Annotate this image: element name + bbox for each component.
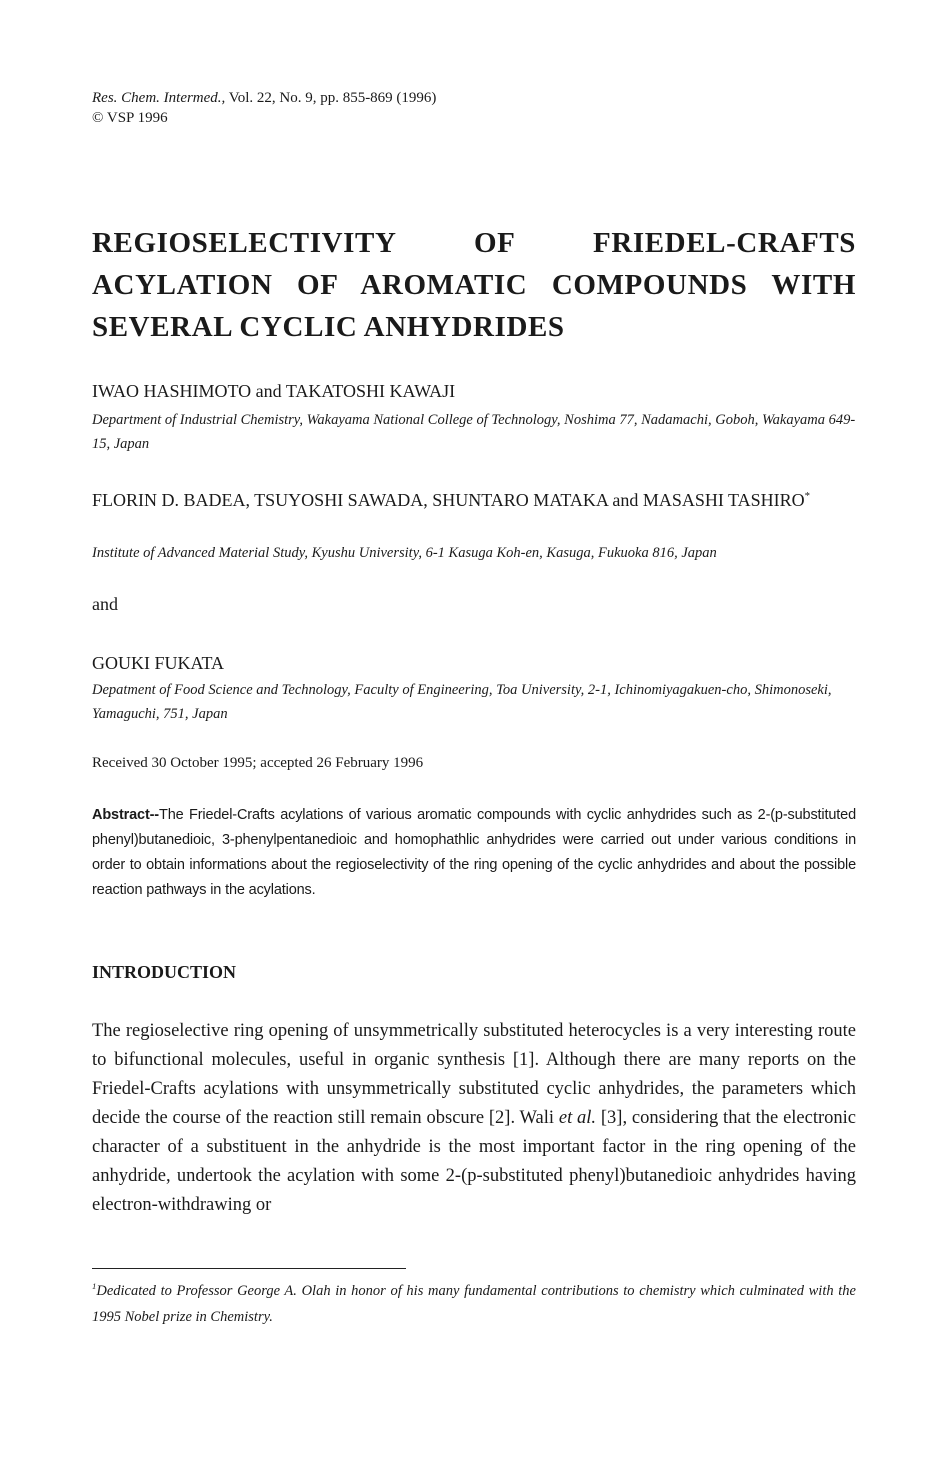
received-dates: Received 30 October 1995; accepted 26 February 1996	[92, 755, 424, 771]
title-line-3: SEVERAL CYCLIC ANHYDRIDES	[92, 311, 565, 343]
footnote	[92, 1278, 856, 1330]
and-separator: and	[92, 594, 118, 614]
affiliation-1: Department of Industrial Chemistry, Wakayama National College of Technology, Noshima 77, Nadamachi, Goboh, Wakayama 649-15, Japan	[92, 412, 856, 452]
author-group-1: IWAO HASHIMOTO and TAKATOSHI KAWAJI	[92, 381, 456, 401]
corresponding-author-mark: *	[804, 490, 811, 502]
copyright-line: © VSP 1996	[92, 110, 168, 126]
affiliation-3: Depatment of Food Science and Technology, Faculty of Engineering, Toa University, 2-1, Ichinomiyagakuen-cho, Shimonoseki, Yamaguchi, 751, Japan	[92, 682, 832, 722]
footnote-mark: 1	[92, 1281, 97, 1292]
author-group-3: GOUKI FUKATA	[92, 653, 225, 673]
journal-citation: Vol. 22, No. 9, pp. 855-869 (1996)	[225, 90, 437, 106]
abstract	[92, 803, 856, 903]
affiliation-2: Institute of Advanced Material Study, Kyushu University, 6-1 Kasuga Koh-en, Kasuga, Fukuoka 816, Japan	[92, 545, 717, 561]
title-line-1: REGIOSELECTIVITY OF FRIEDEL-CRAFTS	[92, 227, 856, 259]
paper-title	[92, 222, 856, 348]
journal-header	[92, 88, 436, 128]
abstract-text: The Friedel-Crafts acylations of various aromatic compounds with cyclic anhydrides such as 2-(p-substituted phenyl)butanedioic, 3-phenylpentanedioic and homophathlic anhydrides were carried out under various conditions in order to obtain informations about the regioselectivity of the ring opening of the cyclic anhydrides and about the possible reaction pathways in the acylations.	[92, 807, 856, 898]
title-line-2: ACYLATION OF AROMATIC COMPOUNDS WITH	[92, 269, 856, 301]
author-names-2: FLORIN D. BADEA, TSUYOSHI SAWADA, SHUNTARO MATAKA and MASASHI TASHIRO	[92, 490, 805, 510]
citation-line	[92, 88, 436, 108]
section-heading: INTRODUCTION	[92, 962, 237, 982]
intro-text-1: The regioselective ring opening of unsymmetrically substituted heterocycles is a very interesting route to bifunctional molecules, useful in organic synthesis [1]. Although there are many reports on the Friedel-Crafts acylations with unsymmetrically substituted cyclic anhydrides, the parameters which decide the course of the reaction still remain obscure [2]. Wali	[92, 1021, 856, 1128]
et-al: et al.	[558, 1108, 597, 1128]
footnote-text: Dedicated to Professor George A. Olah in honor of his many fundamental contributions to chemistry which culminated with the 1995 Nobel prize in Chemistry.	[92, 1283, 856, 1325]
abstract-label: Abstract--	[92, 807, 159, 823]
journal-abbrev: Res. Chem. Intermed.,	[92, 90, 226, 106]
intro-text-2: [3], considering that the electronic character of a substituent in the anhydride is the most important factor in the ring opening of the anhydride, undertook the acylation with some 2-(p-substituted phenyl)butanedioic anhydrides having electron-withdrawing or	[92, 1108, 856, 1215]
intro-paragraph	[92, 1017, 856, 1220]
author-group-2	[92, 485, 856, 515]
footnote-divider	[92, 1268, 406, 1269]
